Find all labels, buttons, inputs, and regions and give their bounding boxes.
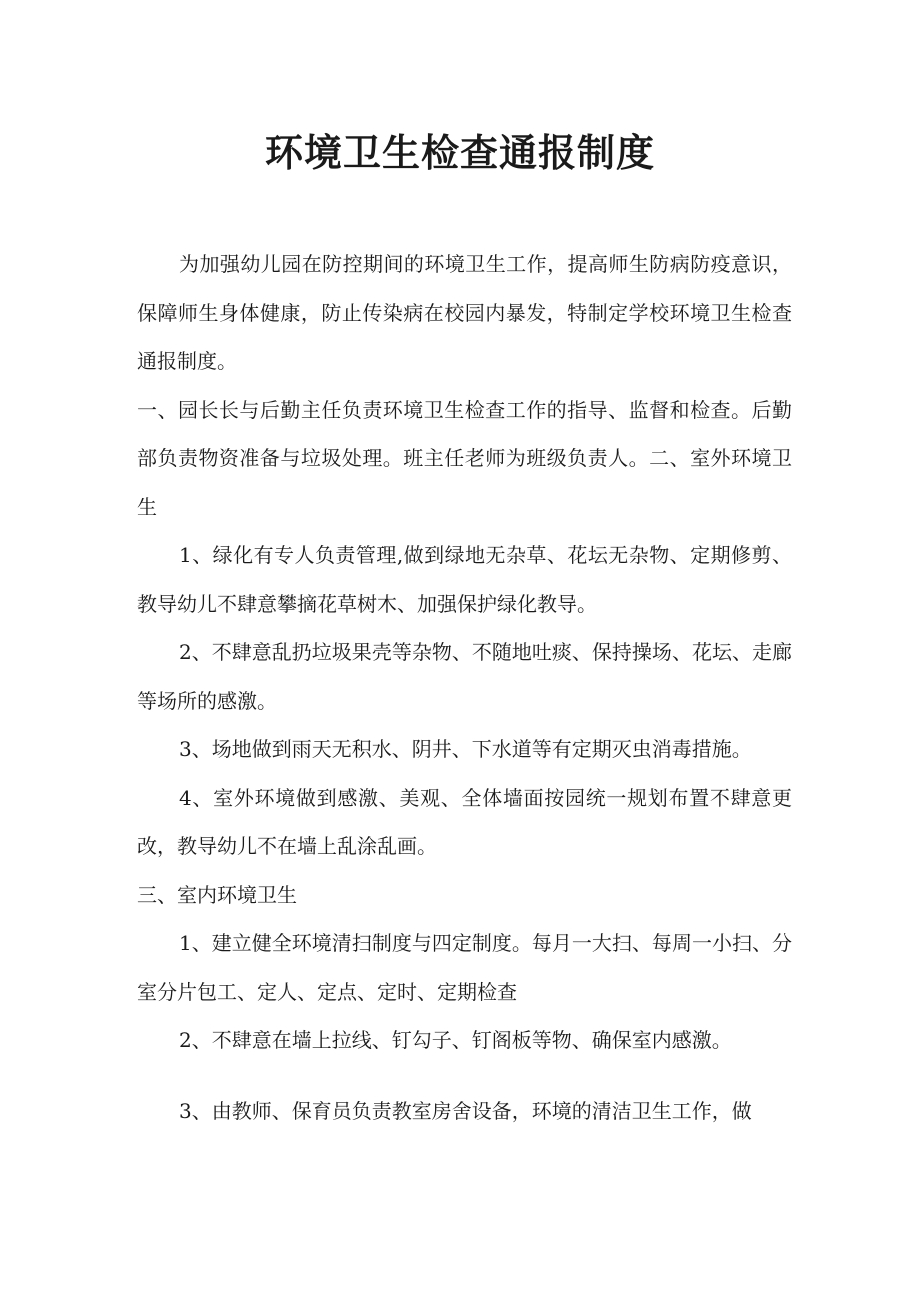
outdoor-item-1: 1、绿化有专人负责管理,做到绿地无杂草、花坛无杂物、定期修剪、教导幼儿不肆意攀摘花草树木、加强保护绿化教导。 <box>137 543 792 616</box>
document-body <box>137 240 792 1135</box>
indoor-item-3: 3、由教师、保育员负责教室房舍设备，环境的清洁卫生工作，做 <box>179 1098 752 1123</box>
outdoor-item-2: 2、不肆意乱扔垃圾果壳等杂物、不随地吐痰、保持操场、花坛、走廊等场所的感激。 <box>137 640 792 713</box>
intro-paragraph: 为加强幼儿园在防控期间的环境卫生工作，提高师生防病防疫意识，保障师生身体健康，防止传染病在校园内暴发，特制定学校环境卫生检查通报制度。 <box>137 252 792 373</box>
indoor-item-1: 1、建立健全环境清扫制度与四定制度。每月一大扫、每周一小扫、分室分片包工、定人、定点、定时、定期检查 <box>137 931 792 1004</box>
section-one-paragraph: 一、园长长与后勤主任负责环境卫生检查工作的指导、监督和检查。后勤部负责物资准备与垃圾处理。班主任老师为班级负责人。二、室外环境卫生 <box>137 397 792 519</box>
indoor-item-2: 2、不肆意在墙上拉线、钉勾子、钉阁板等物、确保室内感激。 <box>179 1028 732 1052</box>
outdoor-item-3: 3、场地做到雨天无积水、阴井、下水道等有定期灭虫消毒措施。 <box>179 737 752 761</box>
outdoor-item-4: 4、室外环境做到感激、美观、全体墙面按园统一规划布置不肆意更改，教导幼儿不在墙上乱涂乱画。 <box>137 785 792 858</box>
section-three-heading: 三、室内环境卫生 <box>137 882 297 907</box>
document-title: 环境卫生检查通报制度 <box>264 131 655 175</box>
